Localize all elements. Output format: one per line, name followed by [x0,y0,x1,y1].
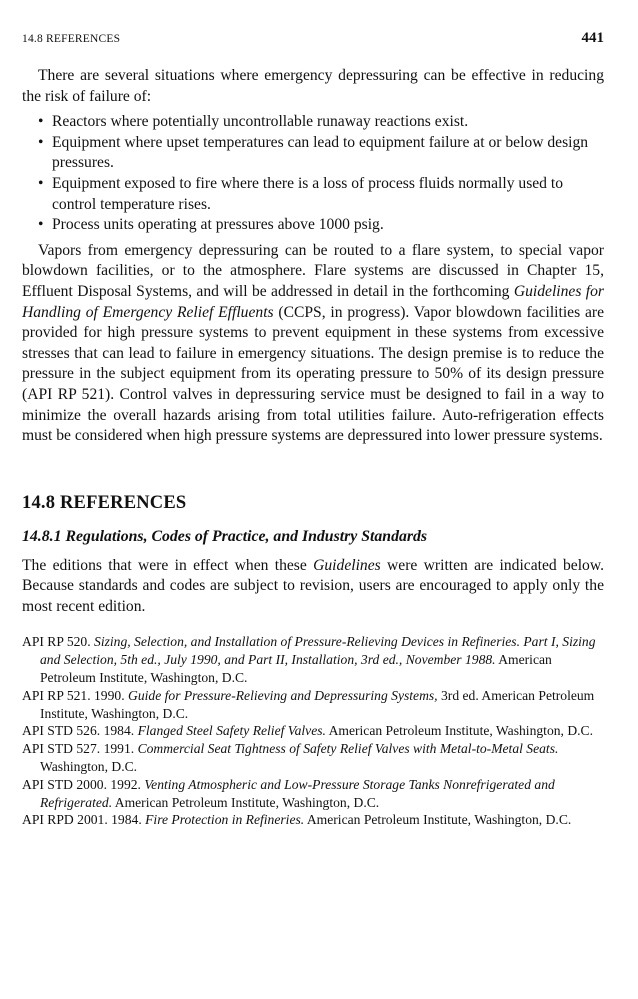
editions-italic: Guidelines [313,556,381,574]
reference-publisher: Washington, D.C. [40,759,138,775]
intro-paragraph: There are several situations where emergency depressuring can be effective in reducing the risk of failure of: [22,67,604,105]
reference-item [22,722,604,740]
bullet-icon: • [38,216,44,234]
reference-publisher: American Petroleum Institute, Washington, D.C. [304,812,572,828]
bullet-text: Equipment where upset temperatures can lead to equipment failure at or below design pressures. [52,133,589,172]
reference-item [22,633,604,686]
bullet-text: Equipment exposed to fire where there is a loss of process fluids normally used to control temperature rises. [52,174,564,213]
bullet-item [22,215,604,236]
reference-id: API STD 527. 1991. [22,741,138,757]
vapors-text-1: Vapors from emergency depressuring can be routed to a flare system, to special vapor blowdown facilities, or to the atmosphere. Flare systems are discussed in Chapter 15, Effluent Disposal Systems, and will be addressed in detail in the forthcoming [22,241,604,300]
reference-id: API RP 521. 1990. [22,687,128,703]
reference-title: Guide for Pressure-Relieving and Depressuring Systems, [128,687,438,703]
bullet-icon: • [38,174,44,192]
reference-item [22,740,604,776]
reference-publisher: American Petroleum Institute, Washington, D.C. [325,723,594,739]
reference-item [22,776,604,812]
reference-publisher: American Petroleum Institute, Washington, D.C. [40,652,552,686]
guidelines-title: Guidelines for Handling of Emergency Relief Effluents [22,282,604,321]
reference-id: API STD 2000. 1992. [22,776,145,792]
reference-item [22,811,604,829]
page-number: 441 [581,30,604,46]
reference-publisher: American Petroleum Institute, Washington, D.C. [112,794,380,810]
subsection-heading: 14.8.1 Regulations, Codes of Practice, and Industry Standards [22,527,428,545]
bullet-item [22,112,604,133]
reference-id: API STD 526. 1984. [22,723,138,739]
bullet-list [22,112,604,236]
bullet-item [22,174,604,215]
reference-title: Commercial Seat Tightness of Safety Relief Valves with Metal-to-Metal Seats. [137,741,559,757]
running-title: 14.8 REFERENCES [22,33,121,45]
reference-publisher: 3rd ed. American Petroleum Institute, Washington, D.C. [40,687,595,721]
section-heading: 14.8 REFERENCES [22,492,187,513]
editions-text-1: The editions that were in effect when these [22,556,314,574]
reference-id: API RP 520. [22,634,95,650]
vapors-text-2: (CCPS, in progress). Vapor blowdown facilities are provided for high pressure systems to prevent equipment in these systems from excessive stresses that can lead to failure in emergency situations. The design premise is to reduce the pressure in the subject equipment from its operating pressure to 50% of its design pressure (API RP 521). Control valves in depressuring service must be designed to fail in a way to minimize the overall hazards arising from total utilities failure. Auto-refrigeration effects must be considered when high pressure systems are depressured into lower pressure systems. [22,303,604,445]
bullet-icon: • [38,133,44,151]
vapors-paragraph [22,241,604,447]
reference-id: API RPD 2001. 1984. [22,812,146,828]
editions-paragraph [22,556,604,618]
reference-title: Venting Atmospheric and Low-Pressure Storage Tanks Nonrefrigerated and Refrigerated. [40,776,555,810]
bullet-text: Process units operating at pressures above 1000 psig. [52,216,384,234]
bullet-text: Reactors where potentially uncontrollable runaway reactions exist. [52,113,469,131]
reference-title: Flanged Steel Safety Relief Valves. [137,723,326,739]
reference-title: Sizing, Selection, and Installation of Pressure-Relieving Devices in Refineries. Part I, Sizing and Selection, 5th ed., July 1990, and Part II, Installation, 3rd ed., November 1988. [40,634,596,668]
bullet-icon: • [38,113,44,131]
bullet-item [22,133,604,174]
editions-text-2: were written are indicated below. Because standards and codes are subject to revision, users are encouraged to apply only the most recent edition. [22,556,605,615]
reference-item [22,687,604,723]
reference-title: Fire Protection in Refineries. [145,812,305,828]
reference-list [22,633,604,829]
running-head [22,30,604,54]
